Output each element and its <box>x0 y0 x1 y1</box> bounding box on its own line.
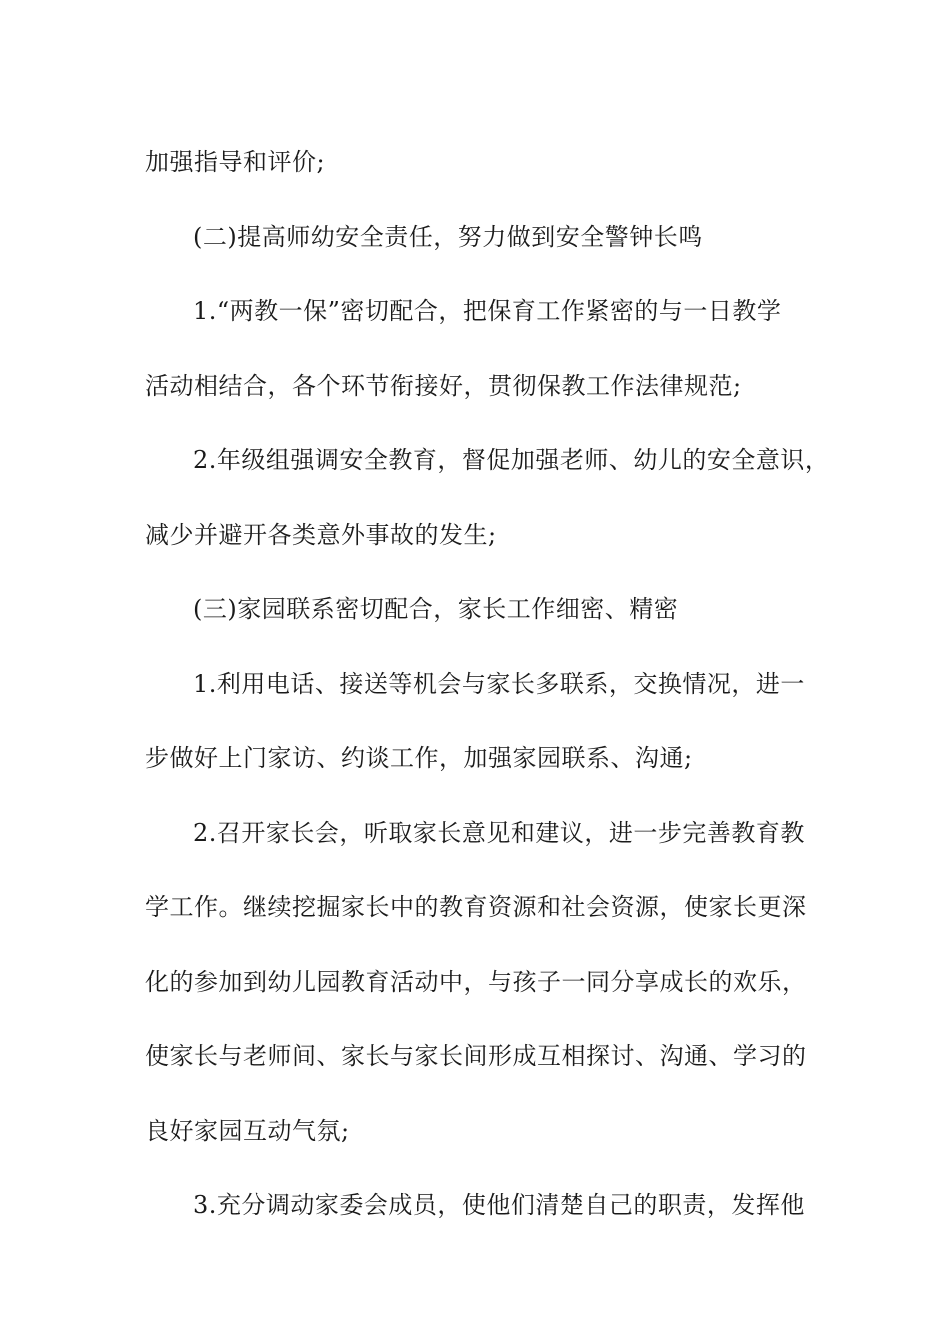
text-line: 步做好上门家访、约谈工作，加强家园联系、沟通; <box>145 744 693 772</box>
text-line: 3.充分调动家委会成员，使他们清楚自己的职责，发挥他 <box>193 1191 805 1219</box>
text-line: 学工作。继续挖掘家长中的教育资源和社会资源，使家长更深 <box>145 893 807 921</box>
section-heading: (二)提高师幼安全责任，努力做到安全警钟长鸣 <box>193 222 703 251</box>
text-line: 使家长与老师间、家长与家长间形成互相探讨、沟通、学习的 <box>145 1042 807 1070</box>
body-text <box>145 125 830 1243</box>
text-line: 1.“两教一保”密切配合，把保育工作紧密的与一日教学 <box>193 297 782 325</box>
text-line: 良好家园互动气氛; <box>145 1116 350 1145</box>
text-line: 活动相结合，各个环节衔接好，贯彻保教工作法律规范; <box>145 371 742 400</box>
text-line: 减少并避开各类意外事故的发生; <box>145 520 497 549</box>
text-line: 化的参加到幼儿园教育活动中，与孩子一同分享成长的欢乐， <box>145 967 807 996</box>
text-line: 2.召开家长会，听取家长意见和建议，进一步完善教育教 <box>193 818 805 847</box>
section-heading: (三)家园联系密切配合，家长工作细密、精密 <box>193 595 679 623</box>
text-line: 2.年级组强调安全教育，督促加强老师、幼儿的安全意识， <box>193 446 830 474</box>
text-line: 加强指导和评价; <box>145 148 326 176</box>
text-line: 1.利用电话、接送等机会与家长多联系，交换情况，进一 <box>193 669 805 698</box>
